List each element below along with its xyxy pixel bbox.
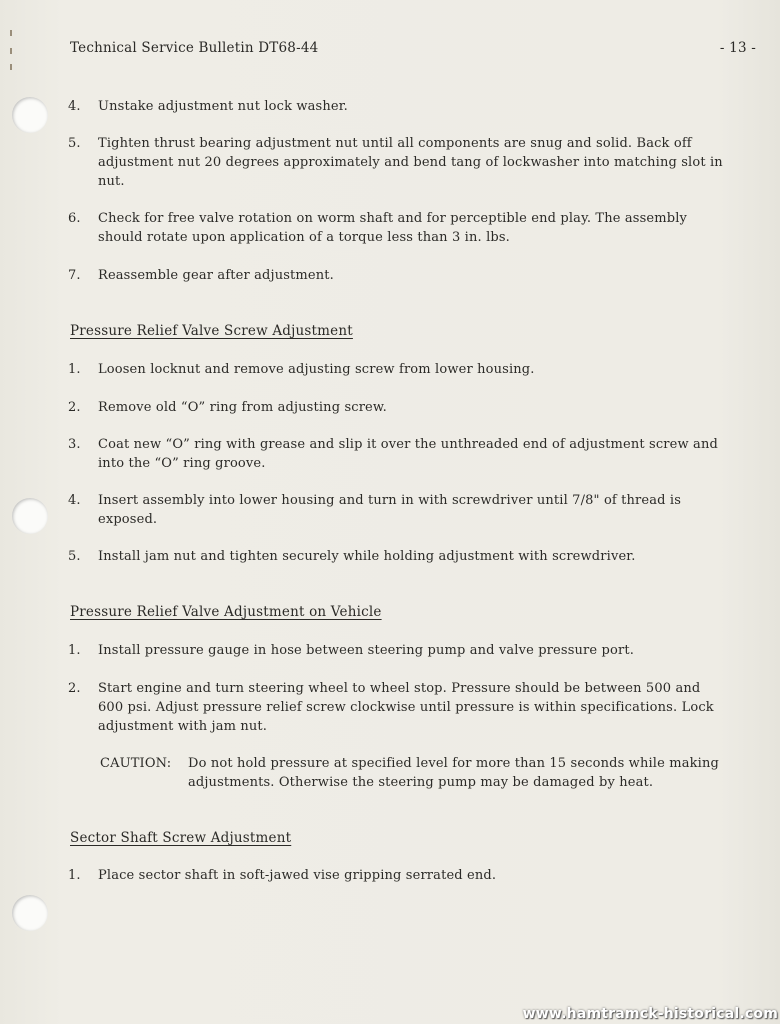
step-text: Place sector shaft in soft-jawed vise gripping serrated end. — [98, 868, 497, 883]
list-item — [68, 866, 728, 885]
margin-mark — [10, 48, 12, 54]
website-watermark: www.hamtramck-historical.com — [522, 1006, 778, 1022]
section-heading: Sector Shaft Screw Adjustment — [70, 830, 292, 846]
list-item — [68, 435, 728, 473]
step-number: 1. — [68, 868, 81, 883]
page-number: - 13 - — [719, 40, 756, 56]
margin-mark — [10, 64, 12, 70]
margin-mark — [10, 30, 12, 36]
caution-note — [100, 754, 728, 792]
page-header — [70, 40, 756, 60]
list-item — [68, 266, 728, 285]
step-number: 2. — [68, 681, 81, 696]
step-number: 2. — [68, 400, 81, 415]
step-text: Reassemble gear after adjustment. — [98, 268, 334, 283]
step-text: Install jam nut and tighten securely while holding adjustment with screwdriver. — [98, 549, 636, 564]
list-item — [68, 491, 728, 529]
step-number: 4. — [68, 493, 81, 508]
step-text: Insert assembly into lower housing and turn in with screwdriver until 7/8" of thread is exposed. — [98, 493, 682, 527]
step-number: 5. — [68, 136, 81, 151]
step-number: 1. — [68, 362, 81, 377]
step-number: 6. — [68, 211, 81, 226]
step-text: Start engine and turn steering wheel to wheel stop. Pressure should be between 500 and 600 psi. Adjust pressure relief screw clockwise until pressure is within specifications. Lock adjustment with jam nut. — [98, 681, 714, 734]
caution-label: CAUTION: — [100, 756, 172, 771]
binder-hole — [12, 895, 48, 931]
list-item — [68, 398, 728, 417]
binder-hole — [12, 97, 48, 133]
list-item — [68, 641, 728, 660]
step-number: 5. — [68, 549, 81, 564]
list-item — [68, 547, 728, 566]
step-number: 3. — [68, 437, 81, 452]
step-number: 7. — [68, 268, 81, 283]
step-text: Unstake adjustment nut lock washer. — [98, 99, 348, 114]
bulletin-title: Technical Service Bulletin DT68-44 — [70, 40, 319, 56]
step-text: Coat new “O” ring with grease and slip it over the unthreaded end of adjustment screw and into the “O” ring groove. — [98, 437, 718, 471]
section-heading: Pressure Relief Valve Adjustment on Vehicle — [70, 604, 382, 620]
list-item — [68, 209, 728, 247]
step-text: Check for free valve rotation on worm shaft and for perceptible end play. The assembly should rotate upon application of a torque less than 3 in. lbs. — [98, 211, 688, 245]
step-text: Tighten thrust bearing adjustment nut until all components are snug and solid. Back off adjustment nut 20 degrees approximately and bend tang of lockwasher into matching slot in nut. — [98, 136, 723, 189]
list-item — [68, 97, 728, 116]
caution-text: Do not hold pressure at specified level for more than 15 seconds while making adjustments. Otherwise the steering pump may be damaged by heat. — [188, 756, 719, 790]
binder-hole — [12, 498, 48, 534]
step-text: Loosen locknut and remove adjusting screw from lower housing. — [98, 362, 535, 377]
step-number: 1. — [68, 643, 81, 658]
step-number: 4. — [68, 99, 81, 114]
step-text: Remove old “O” ring from adjusting screw. — [98, 400, 387, 415]
list-item — [68, 360, 728, 379]
step-text: Install pressure gauge in hose between steering pump and valve pressure port. — [98, 643, 635, 658]
list-item — [68, 134, 728, 191]
list-item — [68, 679, 728, 736]
section-heading: Pressure Relief Valve Screw Adjustment — [70, 323, 353, 339]
